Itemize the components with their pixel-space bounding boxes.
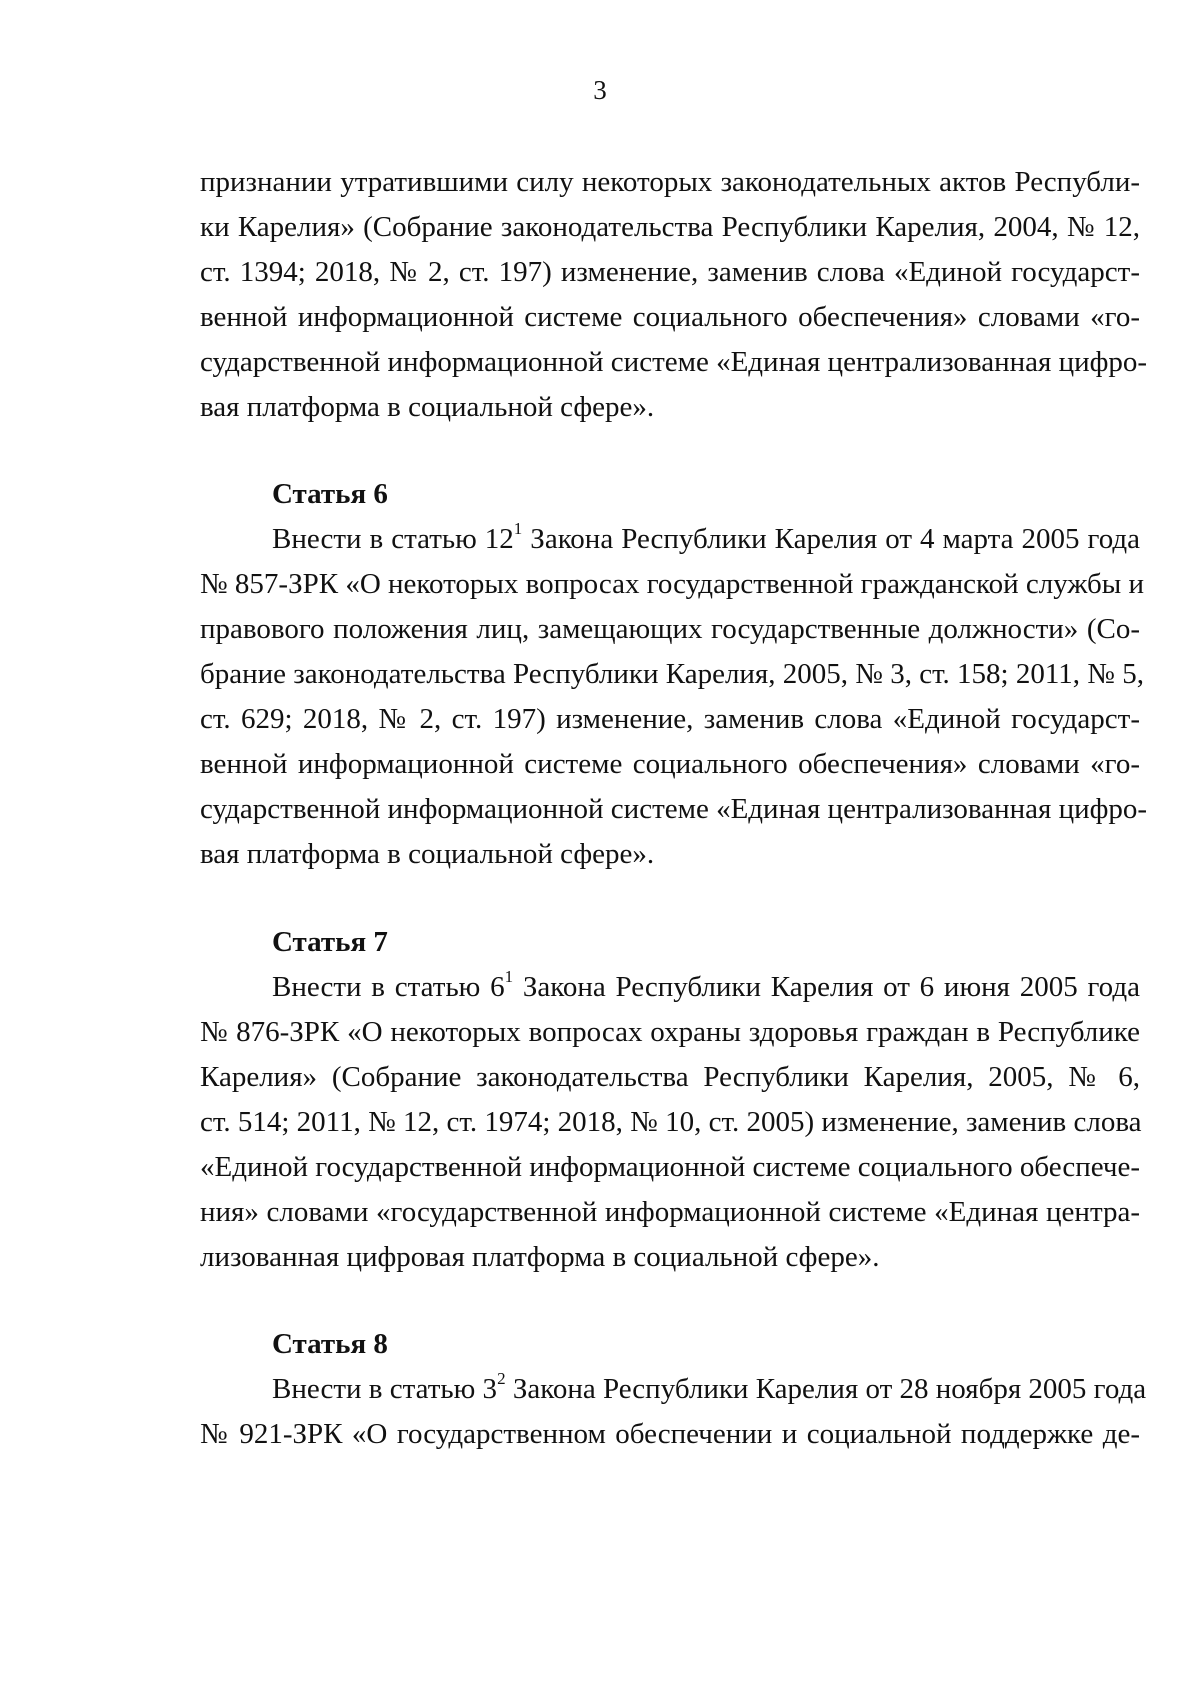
- text-line: ст. 629; 2018, № 2, ст. 197) изменение, заменив слова «Единой государст-: [200, 703, 1140, 735]
- text-line: ния» словами «государственной информационной системе «Единая центра-: [200, 1196, 1140, 1228]
- text-line: ст. 1394; 2018, № 2, ст. 197) изменение, заменив слова «Единой государст-: [200, 256, 1140, 288]
- article-heading: Статья 8: [272, 1328, 388, 1360]
- text-line: ки Карелия» (Собрание законодательства Республики Карелия, 2004, № 12,: [200, 211, 1140, 243]
- text-line: ст. 514; 2011, № 12, ст. 1974; 2018, № 10, ст. 2005) изменение, заменив слова: [200, 1106, 1142, 1138]
- text-segment: Закона Республики Карелия от 6 июня 2005 года: [513, 971, 1140, 1003]
- text-segment: Закона Республики Карелия от 28 ноября 2005 года: [505, 1373, 1147, 1405]
- page-number: 3: [593, 75, 607, 105]
- text-line: сударственной информационной системе «Единая централизованная цифро-: [200, 346, 1148, 378]
- text-line: № 921-ЗРК «О государственном обеспечении и социальной поддержке де-: [200, 1418, 1140, 1450]
- text-line: [272, 963, 1140, 1011]
- article-heading: Статья 6: [272, 478, 388, 510]
- text-line: брание законодательства Республики Карелия, 2005, № 3, ст. 158; 2011, № 5,: [200, 658, 1144, 690]
- text-segment: Внести в статью 12: [272, 523, 514, 555]
- text-segment: Внести в статью 6: [272, 971, 505, 1003]
- text-line: «Единой государственной информационной системе социального обеспече-: [200, 1151, 1141, 1183]
- text-line: вая платформа в социальной сфере».: [200, 838, 655, 870]
- text-line: лизованная цифровая платформа в социальной сфере».: [200, 1241, 880, 1273]
- text-line: венной информационной системе социального обеспечения» словами «го-: [200, 301, 1140, 333]
- text-line: [272, 515, 1140, 563]
- text-line: венной информационной системе социального обеспечения» словами «го-: [200, 748, 1140, 780]
- text-line: № 857-ЗРК «О некоторых вопросах государственной гражданской службы и: [200, 568, 1145, 600]
- superscript: 1: [513, 519, 523, 539]
- text-line: вая платформа в социальной сфере».: [200, 391, 655, 423]
- text-line: Карелия» (Собрание законодательства Республики Карелия, 2005, № 6,: [200, 1061, 1140, 1093]
- text-line: сударственной информационной системе «Единая централизованная цифро-: [200, 793, 1148, 825]
- text-line: [272, 1365, 1147, 1413]
- superscript: 2: [497, 1369, 506, 1389]
- text-segment: Закона Республики Карелия от 4 марта 2005 года: [522, 523, 1140, 555]
- article-heading: Статья 7: [272, 926, 388, 958]
- text-segment: Внести в статью 3: [272, 1373, 498, 1405]
- superscript: 1: [504, 967, 514, 987]
- text-line: правового положения лиц, замещающих государственные должности» (Со-: [200, 613, 1140, 645]
- text-line: № 876-ЗРК «О некоторых вопросах охраны здоровья граждан в Республике: [200, 1016, 1140, 1048]
- text-line: признании утратившими силу некоторых законодательных актов Республи-: [200, 166, 1140, 198]
